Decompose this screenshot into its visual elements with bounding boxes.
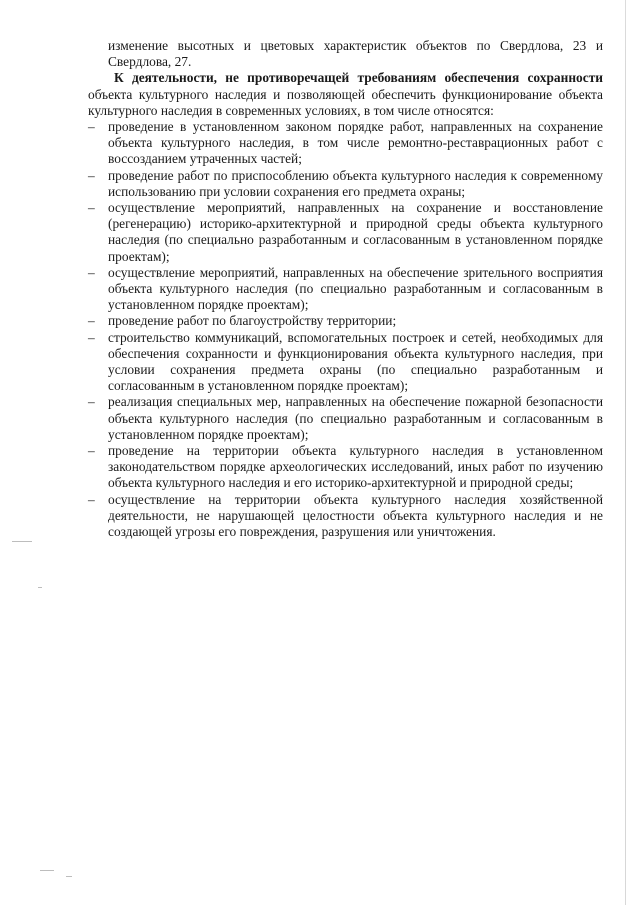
dash-bullet: –: [88, 443, 95, 459]
dash-bullet: –: [88, 167, 95, 183]
list-item-text: осуществление мероприятий, направленных на обеспечение зрительного восприятия объекта культурного наследия (по специально разработанным и согласованным в установленном порядке проектам);: [108, 264, 603, 313]
scan-margin-mark: [40, 870, 54, 871]
scan-margin-mark: [66, 876, 72, 877]
list-item: [88, 168, 603, 200]
activity-list: [88, 119, 603, 540]
list-item: [88, 313, 603, 329]
list-item: [88, 492, 603, 541]
list-item-text: проведение в установленном законом порядке работ, направленных на сохранение объекта культурного наследия, в том числе ремонтно-реставрационных работ с воссозданием утраченных частей;: [108, 119, 603, 167]
list-item-text: проведение работ по благоустройству территории;: [108, 313, 397, 329]
intro-rest-text: объекта культурного наследия и позволяющей обеспечить функционирование объекта культурного наследия в современных условиях, в том числе относятся:: [88, 86, 603, 118]
list-item: [88, 394, 603, 443]
dash-bullet: –: [88, 264, 95, 280]
list-item: [88, 443, 603, 492]
scan-margin-mark: [12, 541, 32, 542]
list-item-text: осуществление мероприятий, направленных на сохранение и восстановление (регенерацию) историко-архитектурной и природной среды объекта культурного наследия (по специально разработанным и согласованным в установленном порядке проектам);: [108, 200, 603, 264]
list-item-text: осуществление на территории объекта культурного наследия хозяйственной деятельности, не нарушающей целостности объекта культурного наследия и не создающей угрозы его повреждения, разрушения или уничтожения.: [108, 491, 603, 540]
list-item: [88, 200, 603, 265]
list-item: [88, 330, 603, 395]
dash-bullet: –: [88, 313, 95, 329]
document-body: [88, 38, 603, 540]
dash-bullet: –: [88, 329, 95, 345]
list-item-text: проведение работ по приспособлению объекта культурного наследия к современному использованию при условии сохранения его предмета охраны;: [108, 167, 603, 199]
intro-paragraph: [88, 70, 603, 119]
dash-bullet: –: [88, 394, 95, 410]
scan-margin-mark: [38, 587, 42, 588]
dash-bullet: –: [88, 200, 95, 216]
dash-bullet: –: [88, 491, 95, 507]
list-item: [88, 119, 603, 168]
continued-paragraph: изменение высотных и цветовых характеристик объектов по Свердлова, 23 и Свердлова, 27.: [108, 38, 603, 70]
list-item-text: проведение на территории объекта культурного наследия в установленном законодательством порядке археологических исследований, иных работ по изучению объекта культурного наследия и его историко-архитектурной и природной среды;: [108, 443, 603, 491]
list-item: [88, 265, 603, 314]
dash-bullet: –: [88, 119, 95, 135]
list-item-text: реализация специальных мер, направленных на обеспечение пожарной безопасности объекта культурного наследия (по специально разработанным и согласованным в установленном порядке проектам);: [108, 394, 603, 442]
scan-edge-line: [625, 0, 626, 905]
intro-bold-text: К деятельности, не противоречащей требованиям обеспечения сохранности: [114, 70, 603, 86]
list-item-text: строительство коммуникаций, вспомогательных построек и сетей, необходимых для обеспечения сохранности и функционирования объекта культурного наследия, при условии сохранения предмета охраны (по специально разработанным и согласованным в установленном порядке проектам);: [108, 329, 603, 394]
